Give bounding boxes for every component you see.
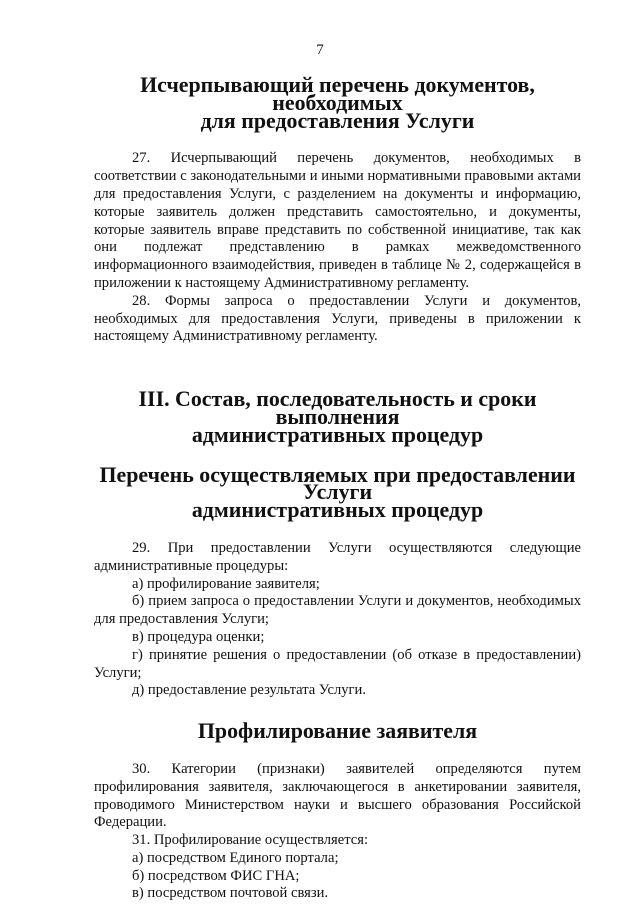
heading-profiling: Профилирование заявителя: [197, 718, 478, 744]
heading-line: Исчерпывающий перечень документов, необходимых: [140, 72, 535, 115]
paragraph-27: 27. Исчерпывающий перечень документов, необходимых в соответствии с законодательными и иными нормативными правовыми актами для предоставления Услуги, с разделением на документы и информацию, которые заявитель должен представить самостоятельно, и документы, которые заявитель вправе представить по собственной инициативе, так как они подлежат представлению в рамках межведомственного информационного взаимодействия, приведен в таблице № 2, содержащейся в приложении к настоящему Административному регламенту.: [94, 150, 581, 291]
paragraph-31: 31. Профилирование осуществляется:: [132, 832, 369, 849]
document-body: [94, 72, 581, 903]
heading-line: для предоставления Услуги: [200, 107, 475, 133]
list-item: д) предоставление результата Услуги.: [132, 682, 366, 699]
list-item: в) посредством почтовой связи.: [132, 885, 329, 902]
list-item: а) профилирование заявителя;: [132, 575, 320, 592]
heading-line: административных процедур: [191, 497, 484, 523]
heading-section-iii: [94, 386, 581, 447]
page-number: 7: [316, 42, 324, 58]
list-item: г) принятие решения о предоставлении (об отказе в предоставлении) Услуги;: [94, 646, 581, 681]
list-item: б) прием запроса о предоставлении Услуги и документов, необходимых для предоставления Услуги;: [94, 593, 581, 628]
heading-line: административных процедур: [191, 421, 484, 447]
heading-procedures-list: [94, 461, 581, 523]
list-item: б) посредством ФИС ГНА;: [132, 867, 300, 884]
heading-line: Перечень осуществляемых при предоставлении Услуги: [99, 461, 576, 505]
heading-line: III. Состав, последовательность и сроки выполнения: [138, 386, 537, 429]
list-item: в) процедура оценки;: [132, 628, 265, 645]
list-item: а) посредством Единого портала;: [132, 849, 339, 866]
paragraph-29: 29. При предоставлении Услуги осуществляются следующие административные процедуры:: [94, 539, 581, 574]
heading-documents-list: [94, 72, 581, 133]
paragraph-28: 28. Формы запроса о предоставлении Услуги и документов, необходимых для предоставления Услуги, приведены в приложении к настоящему Административному регламенту.: [94, 292, 581, 345]
paragraph-30: 30. Категории (признаки) заявителей определяются путем профилирования заявителя, заключающегося в анкетировании заявителя, проводимого Министерством науки и высшего образования Российской Федерации.: [94, 760, 581, 831]
